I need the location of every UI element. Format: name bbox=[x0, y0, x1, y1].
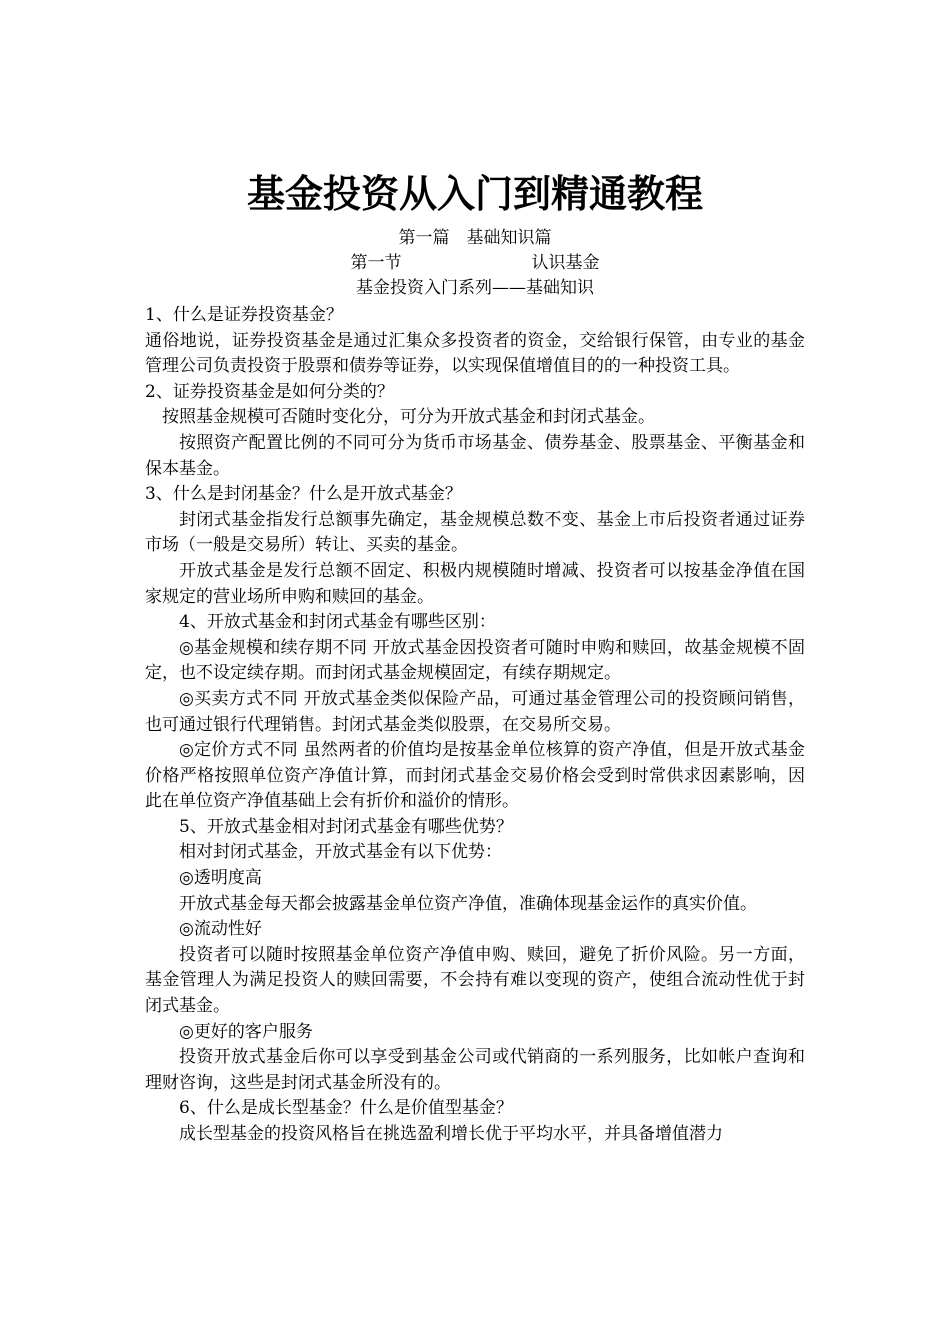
paragraph: ◎定价方式不同 虽然两者的价值均是按基金单位核算的资产净值，但是开放式基金价格严格按照单位资产净值计算，而封闭式基金交易价格会受到时常供求因素影响，因此在单位资产净值基础上会有折价和溢价的情形。 bbox=[145, 740, 805, 812]
section-title: 认识基金 bbox=[531, 253, 600, 273]
bullet-heading: ◎流动性好 bbox=[179, 919, 262, 940]
paragraph: 通俗地说，证券投资基金是通过汇集众多投资者的资金，交给银行保管，由专业的基金管理公司负责投资于股票和债券等证券，以实现保值增值目的的一种投资工具。 bbox=[145, 330, 805, 377]
question-heading: 3、什么是封闭基金？什么是开放式基金？ bbox=[145, 484, 462, 505]
paragraph: 按照基金规模可否随时变化分，可分为开放式基金和封闭式基金。 bbox=[162, 407, 655, 428]
paragraph: ◎基金规模和续存期不同 开放式基金因投资者可随时申购和赎回，故基金规模不固定，也不设定续存期。而封闭式基金规模固定，有续存期规定。 bbox=[145, 637, 805, 684]
paragraph: 投资者可以随时按照基金单位资产净值申购、赎回，避免了折价风险。另一方面，基金管理人为满足投资人的赎回需要，不会持有难以变现的资产，使组合流动性优于封闭式基金。 bbox=[145, 944, 805, 1017]
part-heading: 第一篇 基础知识篇 bbox=[398, 228, 552, 248]
paragraph: ◎买卖方式不同 开放式基金类似保险产品，可通过基金管理公司的投资顾问销售，也可通过银行代理销售。封闭式基金类似股票，在交易所交易。 bbox=[145, 688, 805, 735]
paragraph: 开放式基金每天都会披露基金单位资产净值，准确体现基金运作的真实价值。 bbox=[179, 893, 757, 914]
paragraph: 开放式基金是发行总额不固定、积极内规模随时增减、投资者可以按基金净值在国家规定的营业场所申购和赎回的基金。 bbox=[145, 560, 805, 607]
question-heading: 1、什么是证券投资基金？ bbox=[145, 305, 343, 325]
section-heading bbox=[145, 251, 805, 276]
question-heading: 5、开放式基金相对封闭式基金有哪些优势？ bbox=[179, 816, 513, 837]
paragraph: 封闭式基金指发行总额事先确定，基金规模总数不变、基金上市后投资者通过证券市场（一般是交易所）转让、买卖的基金。 bbox=[145, 509, 805, 556]
body-text bbox=[145, 303, 805, 1148]
question-heading: 2、证券投资基金是如何分类的？ bbox=[145, 381, 394, 402]
series-heading: 基金投资入门系列——基础知识 bbox=[356, 278, 594, 298]
paragraph: 投资开放式基金后你可以享受到基金公司或代销商的一系列服务，比如帐户查询和理财咨询，这些是封闭式基金所没有的。 bbox=[145, 1047, 805, 1093]
document-body bbox=[145, 168, 805, 1148]
paragraph: 成长型基金的投资风格旨在挑选盈利增长优于平均水平，并具备增值潜力 bbox=[179, 1124, 723, 1144]
bullet-heading: ◎透明度高 bbox=[179, 868, 262, 889]
section-gap bbox=[402, 251, 532, 276]
question-heading: 6、什么是成长型基金？什么是价值型基金？ bbox=[179, 1098, 513, 1119]
paragraph: 相对封闭式基金，开放式基金有以下优势： bbox=[179, 842, 502, 863]
question-heading: 4、开放式基金和封闭式基金有哪些区别： bbox=[179, 612, 496, 633]
bullet-heading: ◎更好的客户服务 bbox=[179, 1021, 313, 1042]
paragraph: 按照资产配置比例的不同可分为货币市场基金、债券基金、股票基金、平衡基金和保本基金。 bbox=[145, 432, 805, 479]
document-title: 基金投资从入门到精通教程 bbox=[246, 171, 703, 216]
section-number: 第一节 bbox=[350, 253, 402, 273]
